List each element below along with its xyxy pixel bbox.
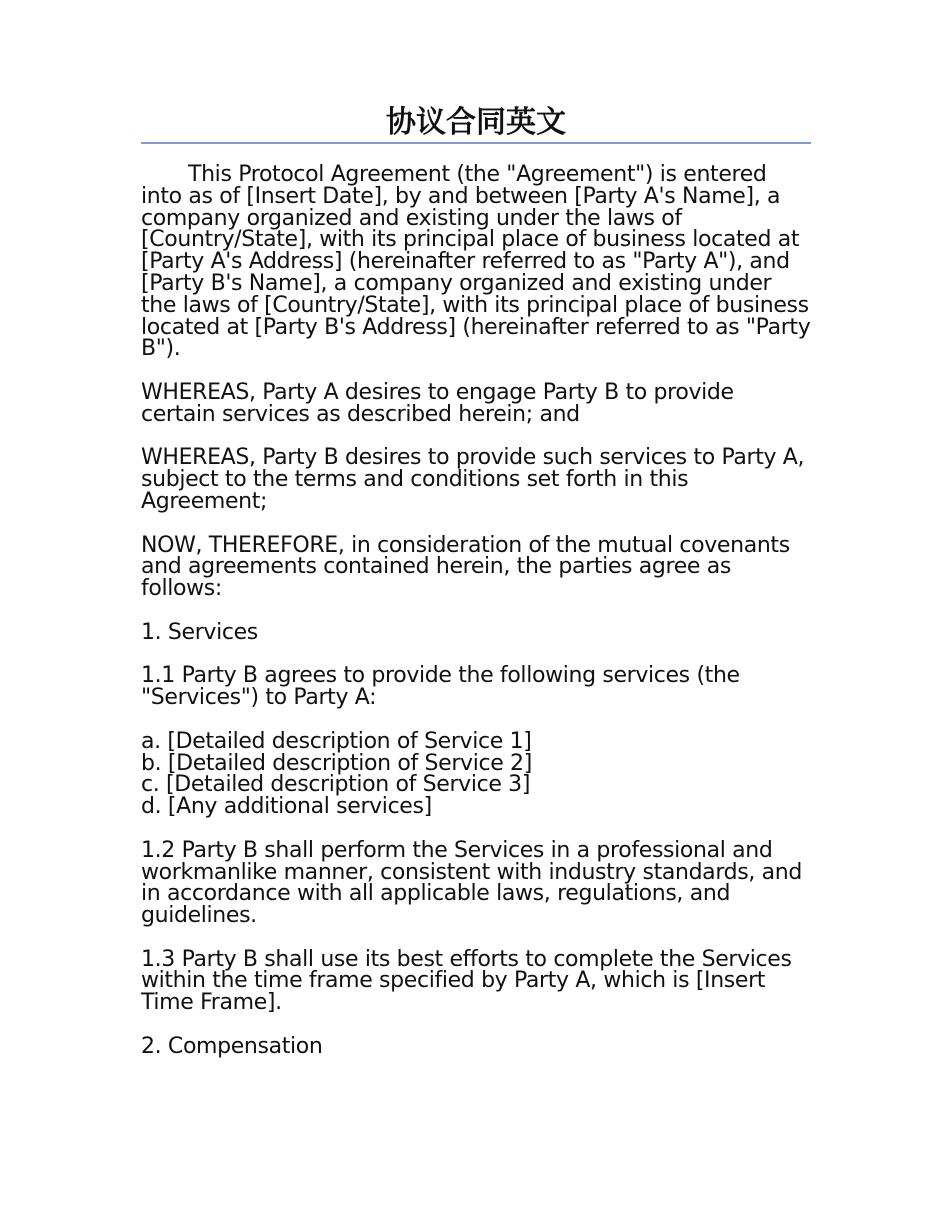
list-item: c. [Detailed description of Service 3] xyxy=(141,772,531,798)
document-body xyxy=(141,164,811,1058)
list-item: b. [Detailed description of Service 2] xyxy=(141,750,532,776)
clause-1-1: 1.1 Party B agrees to provide the following services (the "Services") to Party A: xyxy=(141,663,740,711)
document-page xyxy=(141,100,811,1079)
whereas-paragraph-1: WHEREAS, Party A desires to engage Party B to provide certain services as described herein; and xyxy=(141,379,734,427)
section-heading-services: 1. Services xyxy=(141,619,258,645)
clause-1-2: 1.2 Party B shall perform the Services in a professional and workmanlike manner, consistent with industry standards, and in accordance with all applicable laws, regulations, and guidelines. xyxy=(141,837,802,929)
section-heading-compensation: 2. Compensation xyxy=(141,1033,323,1059)
whereas-paragraph-2: WHEREAS, Party B desires to provide such services to Party A, subject to the terms and conditions set forth in this Agreement; xyxy=(141,445,805,514)
document-title: 协议合同英文 xyxy=(141,100,811,144)
intro-paragraph: This Protocol Agreement (the "Agreement") is entered into as of [Insert Date], by and between [Party A's Name], a company organized and existing under the laws of [Country/State], with its principal place of business located at [Party A's Address] (hereinafter referred to as "Party A"), and [Party B's Name], a company organized and existing under the laws of [Country/State], with its principal place of business located at [Party B's Address] (hereinafter referred to as "Party B"). xyxy=(141,162,811,362)
clause-1-3: 1.3 Party B shall use its best efforts to complete the Services within the time frame specified by Party A, which is [Insert Time Frame]. xyxy=(141,946,792,1016)
list-item: a. [Detailed description of Service 1] xyxy=(141,728,532,754)
list-item: d. [Any additional services] xyxy=(141,794,432,820)
now-therefore-paragraph: NOW, THEREFORE, in consideration of the mutual covenants and agreements contained herein, the parties agree as follows: xyxy=(141,532,790,602)
service-list xyxy=(141,728,811,820)
